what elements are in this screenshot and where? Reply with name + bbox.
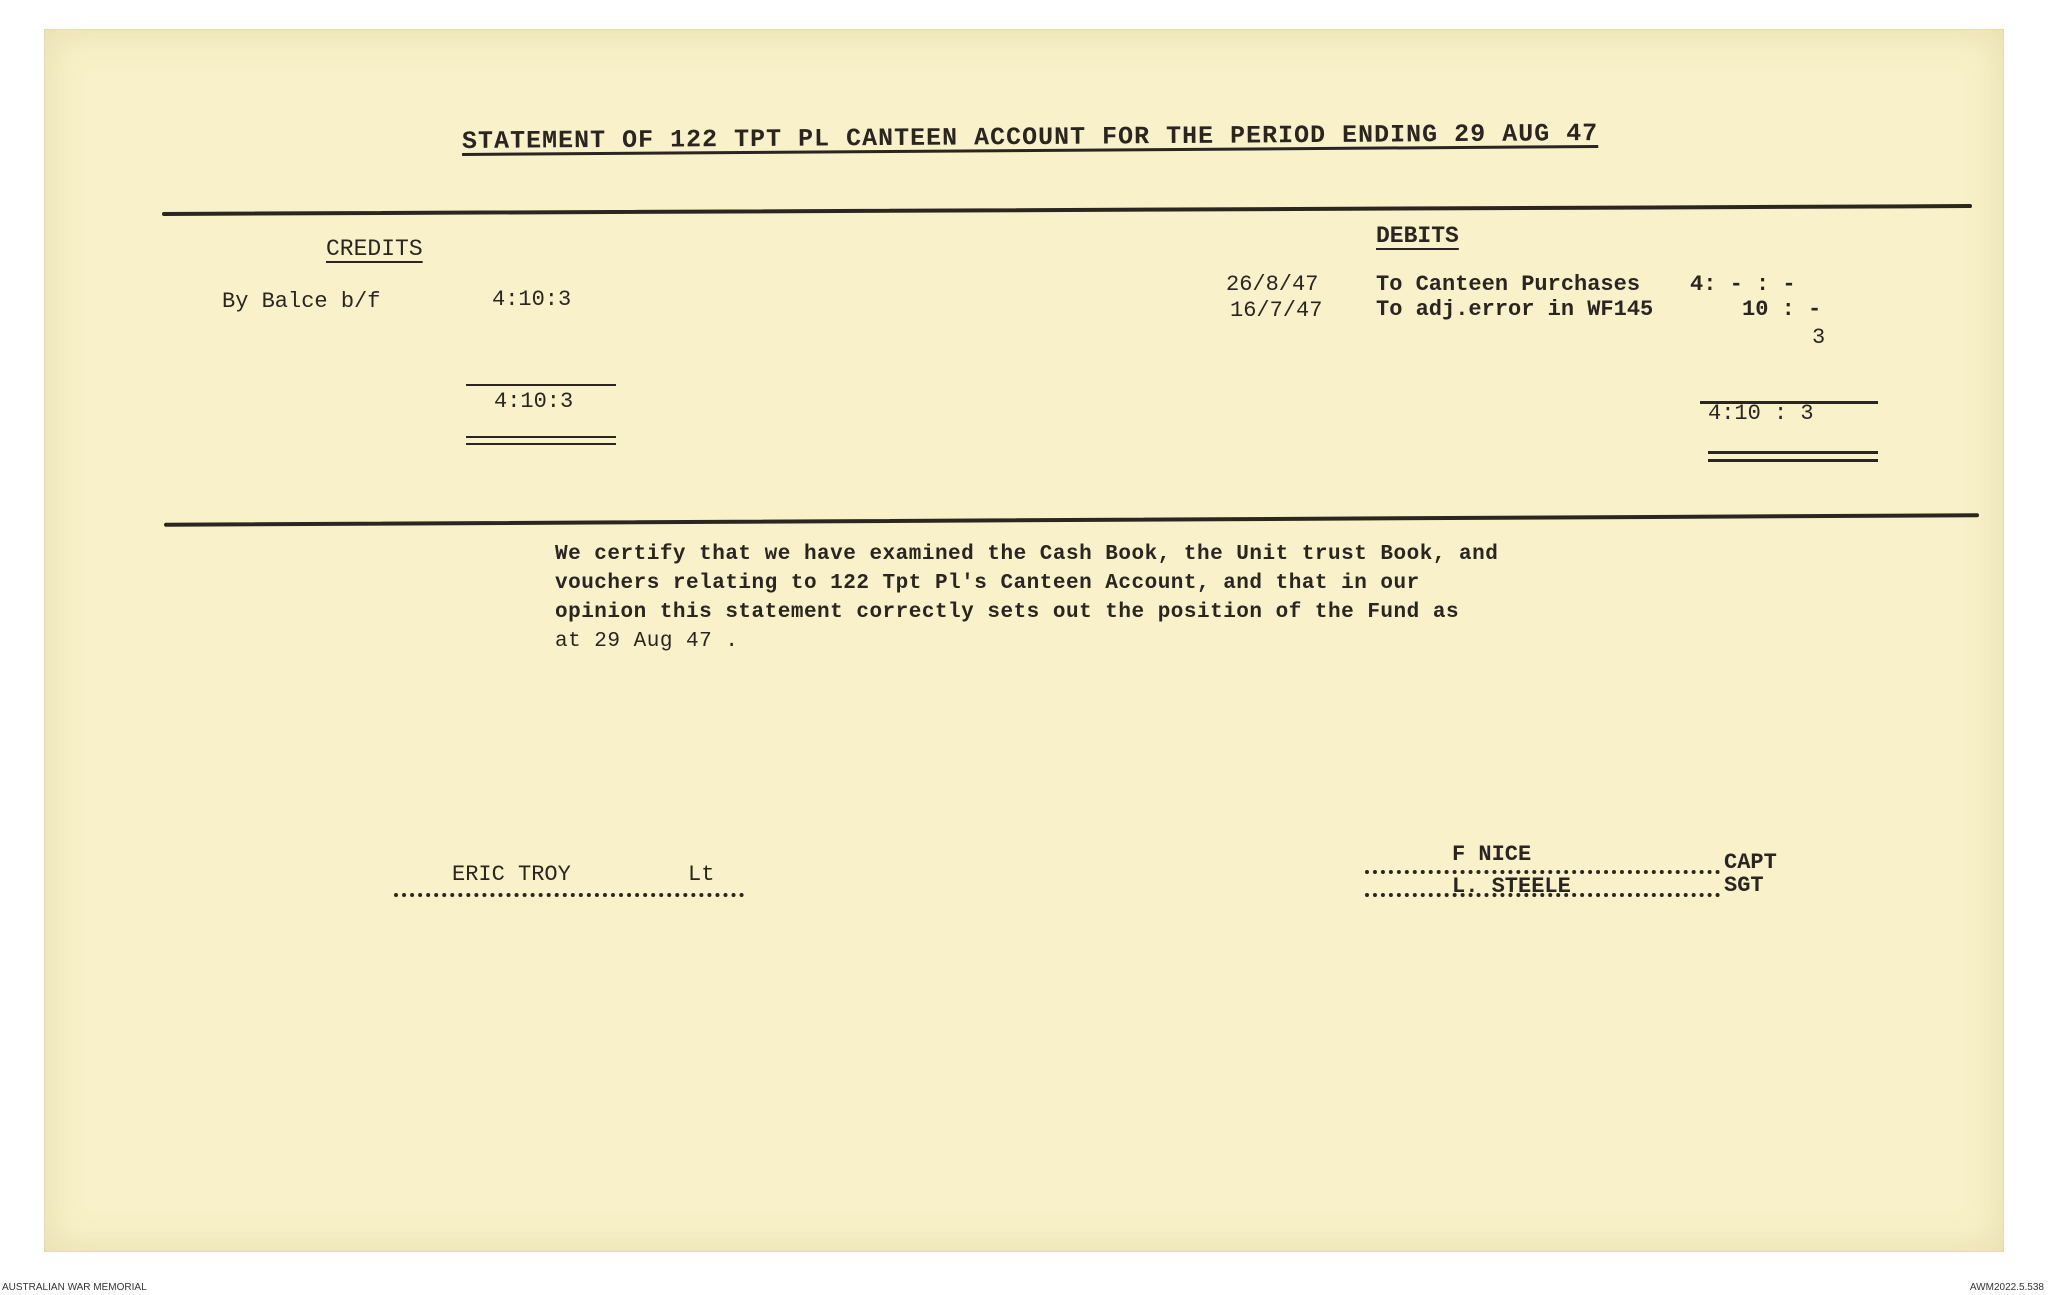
signature-left-name: ERIC TROY	[452, 862, 571, 887]
debit-row-1-amount: 4: - : -	[1690, 272, 1796, 297]
signature-right-2-name: L. STEELE	[1452, 874, 1571, 899]
signature-right-1-rank: CAPT	[1724, 850, 1777, 875]
debit-row-2-date: 16/7/47	[1230, 298, 1323, 323]
credit-total: 4:10:3	[494, 389, 574, 414]
certification-line-2: vouchers relating to 122 Tpt Pl's Canteen Account, and that in our	[555, 572, 1420, 595]
debit-row-1-date: 26/8/47	[1226, 272, 1319, 297]
debit-total-double-line-2	[1708, 459, 1878, 462]
credit-total-double-line-1	[466, 436, 616, 438]
debit-row-2-amount: 10 : -	[1742, 297, 1822, 322]
credit-row-amount: 4:10:3	[492, 287, 572, 312]
credit-total-double-line-2	[466, 443, 616, 445]
footer-source: AUSTRALIAN WAR MEMORIAL	[2, 1282, 147, 1293]
footer-accession-number: AWM2022.5.538	[1969, 1282, 2044, 1293]
signature-right-2-dotted-line	[1365, 893, 1720, 897]
credit-subtotal-line	[466, 384, 616, 386]
certification-line-4: at 29 Aug 47 .	[555, 630, 739, 653]
signature-left-dotted-line	[394, 893, 744, 897]
credits-heading: CREDITS	[326, 236, 423, 262]
certification-line-3: opinion this statement correctly sets out the position of the Fund as	[555, 601, 1460, 624]
debit-row-2-label: To adj.error in WF145	[1376, 297, 1654, 322]
signature-left-rank: Lt	[688, 862, 715, 887]
signature-right-2-rank: SGT	[1724, 873, 1764, 898]
certification-statement	[555, 540, 1655, 656]
debit-row-1-label: To Canteen Purchases	[1376, 272, 1641, 297]
certification-line-1: We certify that we have examined the Cash Book, the Unit trust Book, and	[555, 543, 1499, 566]
debit-total: 4:10 : 3	[1708, 401, 1814, 426]
debit-pence-carry: 3	[1812, 325, 1826, 350]
signature-right-1-name: F NICE	[1452, 842, 1532, 867]
debits-heading: DEBITS	[1376, 223, 1459, 249]
statement-title: STATEMENT OF 122 TPT PL CANTEEN ACCOUNT FOR THE PERIOD ENDING 29 AUG 47	[461, 119, 1599, 156]
credit-row-label: By Balce b/f	[222, 289, 381, 314]
debit-total-double-line-1	[1708, 451, 1878, 454]
